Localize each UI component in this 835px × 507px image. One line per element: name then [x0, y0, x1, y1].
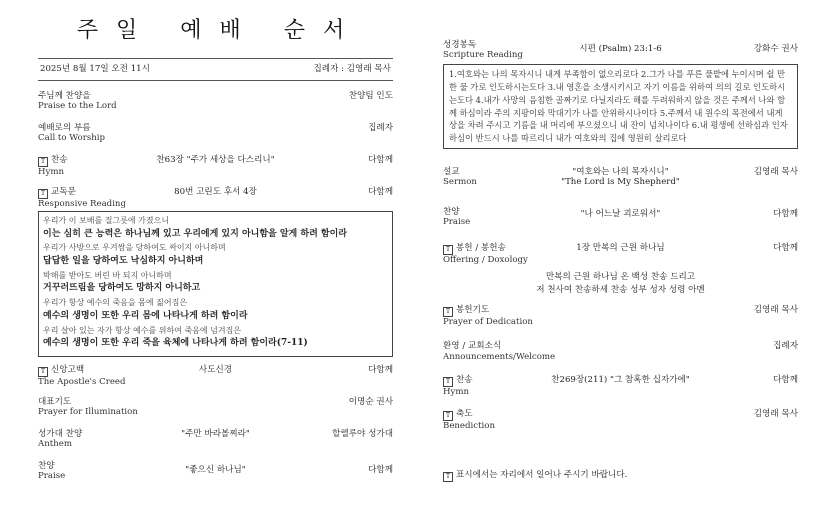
stand-icon: T — [38, 157, 48, 167]
item-leader: 다함께 — [773, 209, 798, 220]
order-item-creed — [38, 365, 393, 391]
item-leader: 할렐루야 성가대 — [332, 428, 393, 439]
item-title-ko: 환영 / 교회소식 — [443, 341, 502, 352]
reading-line-leader: 우리가 항상 예수의 죽음을 몸에 짊어짐은 — [43, 298, 188, 308]
order-item-prelude — [38, 91, 393, 117]
item-title-en: Offering / Doxology — [443, 255, 528, 266]
stand-icon: T — [443, 411, 453, 421]
service-meta — [38, 58, 393, 80]
reading-line-congregation: 거꾸러뜨림을 당하여도 망하지 아니하고 — [43, 283, 201, 294]
reading-line-congregation: 예수의 생명이 또한 우리 몸에 나타나게 하려 함이라 — [43, 310, 248, 321]
order-item-praise — [38, 461, 393, 487]
item-content: 찬269장(211) "그 참혹한 십자가에" — [551, 375, 690, 386]
item-leader: 다함께 — [368, 154, 393, 165]
item-leader: 집례자 — [773, 341, 798, 352]
sermon-title-en: "The Lord is My Shepherd" — [561, 177, 680, 188]
reading-line-leader: 박해를 받아도 버린 바 되지 아니하며 — [43, 270, 172, 280]
doxology-line: 만복의 근원 하나님 온 백성 찬송 드리고 — [545, 272, 696, 283]
item-leader: 다함께 — [368, 186, 393, 197]
scripture-text-box: 1.여호와는 나의 목자시니 내게 부족함이 없으리로다 2.그가 나를 푸른 풀밭에 누이시며 쉴 만한 물 가로 인도하시는도다 3.내 영혼을 소생시키시고 자기 이름을 위하여 의의 길로 인도하시는도다 4.내가 사망의 음침한 골짜기로 다닐지라도 해를 두려워하지 않을 것은 주께서 나와 함께 하심이라 주의 지팡이와 막대기가 나를 안위하시나이다 5.주께서 내 원수의 목전에서 내게 상을 차려 주시고 기름을 내 머리에 부으셨으니 내 잔이 넘치나이다 6.내 평생에 선하심과 인자하심이 반드시 나를 따르리니 내가 여호와의 집에 영원히 살리로다 — [443, 64, 798, 149]
item-title-en: Sermon — [443, 177, 477, 188]
item-content: 1장 만복의 근원 하나님 — [576, 243, 665, 254]
doxology-line: 저 천사여 찬송하세 찬송 성부 성자 성령 아멘 — [536, 285, 705, 296]
item-leader: 찬양팀 인도 — [348, 90, 393, 101]
item-title-en: Hymn — [443, 387, 470, 398]
item-title-en: Praise — [38, 471, 66, 482]
item-title-en: Praise — [443, 217, 471, 228]
item-title-ko: 성가대 찬양 — [38, 428, 83, 439]
item-title-ko: 신앙고백 — [51, 364, 85, 375]
item-content: "나 어느날 괴로워서" — [580, 209, 661, 220]
order-item-call — [38, 123, 393, 149]
item-leader: 다함께 — [368, 464, 393, 475]
footer-text: 표시에서는 자리에서 일어나 주시기 바랍니다. — [456, 470, 628, 480]
left-column — [38, 14, 393, 493]
item-title-ko: 봉헌 / 봉헌송 — [456, 243, 506, 254]
stand-icon: T — [443, 307, 453, 317]
item-title-ko: 교독문 — [51, 186, 76, 197]
item-title-en: Call to Worship — [38, 133, 106, 144]
item-title-en: The Apostle's Creed — [38, 376, 126, 387]
order-item-prayer — [38, 397, 393, 423]
order-item-responsive — [38, 187, 393, 209]
right-column — [443, 40, 798, 441]
stand-icon: T — [38, 367, 48, 377]
item-content: "좋으신 하나님" — [185, 464, 246, 475]
item-leader: 다함께 — [368, 364, 393, 375]
item-title-en: Hymn — [38, 166, 65, 177]
item-leader: 강화수 권사 — [753, 44, 798, 54]
item-title-ko: 성경봉독 — [443, 40, 477, 50]
item-content: 사도신경 — [198, 364, 233, 375]
reading-line-leader: 우리가 이 보배를 질그릇에 가졌으니 — [43, 216, 170, 226]
item-title-ko: 예배로의 부름 — [38, 122, 91, 133]
order-item-hymn — [443, 375, 798, 401]
stand-icon: T — [443, 245, 453, 255]
page-title: 주일 예배 순서 — [76, 18, 363, 43]
service-date: 2025년 8월 17일 오전 11시 — [40, 64, 150, 75]
item-content: "주만 바라볼찌라" — [181, 428, 250, 439]
item-title-ko: 찬송 — [456, 375, 473, 386]
reading-line-congregation: 답답한 일을 당하여도 낙심하지 아니하며 — [43, 256, 204, 266]
item-title-en: Benediction — [443, 421, 495, 432]
stand-icon: T — [443, 377, 453, 387]
item-title-ko: 축도 — [456, 409, 473, 420]
item-title-ko: 봉헌기도 — [456, 305, 490, 316]
item-title-ko: 대표기도 — [38, 396, 72, 407]
item-title-ko: 설교 — [443, 167, 460, 178]
item-leader: 집례자 — [368, 122, 393, 133]
item-content: 시편 (Psalm) 23:1-6 — [579, 44, 662, 54]
reading-line-leader: 우리 살아 있는 자가 항상 예수를 위하여 죽음에 넘겨짐은 — [43, 325, 242, 335]
item-title-ko: 찬양 — [443, 207, 460, 218]
order-item-praise — [443, 207, 798, 233]
item-title-ko: 찬송 — [51, 154, 68, 165]
item-title-en: Prayer of Dedication — [443, 317, 533, 328]
order-item-anthem — [38, 429, 393, 455]
item-title-en: Prayer for Illumination — [38, 407, 138, 418]
reading-line-leader: 우리가 사방으로 우겨쌈을 당하여도 싸이지 아니하며 — [43, 243, 226, 253]
sermon-title-ko: "여호와는 나의 목자시니" — [572, 167, 669, 178]
order-item-scripture — [443, 40, 798, 62]
item-title-en: Praise to the Lord — [38, 101, 117, 112]
item-title-en: Anthem — [38, 439, 72, 450]
order-item-benediction — [443, 409, 798, 435]
order-item-welcome — [443, 341, 798, 367]
doxology-lyrics — [443, 271, 798, 297]
reading-line-congregation: 이는 심히 큰 능력은 하나님께 있고 우리에게 있지 아니함을 알게 하려 함이라 — [43, 228, 347, 239]
item-title-en: Announcements/Welcome — [443, 351, 556, 362]
stand-icon: T — [38, 189, 48, 199]
footer-note — [443, 470, 627, 482]
order-item-sermon — [443, 167, 798, 197]
item-leader: 다함께 — [773, 243, 798, 254]
item-leader: 이명순 권사 — [348, 396, 393, 407]
item-leader: 김영래 목사 — [753, 305, 798, 316]
order-item-hymn — [38, 155, 393, 181]
stand-icon: T — [443, 472, 453, 482]
reading-line-congregation: 예수의 생명이 또한 우리 죽을 육체에 나타나게 하려 함이라(7-11) — [43, 338, 308, 349]
item-title-ko: 찬양 — [38, 460, 55, 471]
item-title-ko: 주님께 찬양을 — [38, 90, 91, 101]
responsive-reading-box — [38, 211, 393, 357]
item-content: 찬63장 "주가 세상을 다스리니" — [156, 154, 275, 165]
order-item-offering — [443, 243, 798, 297]
item-leader: 김영래 목사 — [753, 167, 798, 178]
item-leader: 다함께 — [773, 375, 798, 386]
item-content: 80번 고린도 후서 4장 — [174, 186, 257, 197]
item-leader: 김영래 목사 — [753, 409, 798, 420]
item-title-en: Responsive Reading — [38, 198, 126, 209]
order-item-dedication — [443, 305, 798, 331]
presider: 집례자 : 김영래 목사 — [313, 64, 391, 75]
item-title-en: Scripture Reading — [443, 50, 523, 61]
